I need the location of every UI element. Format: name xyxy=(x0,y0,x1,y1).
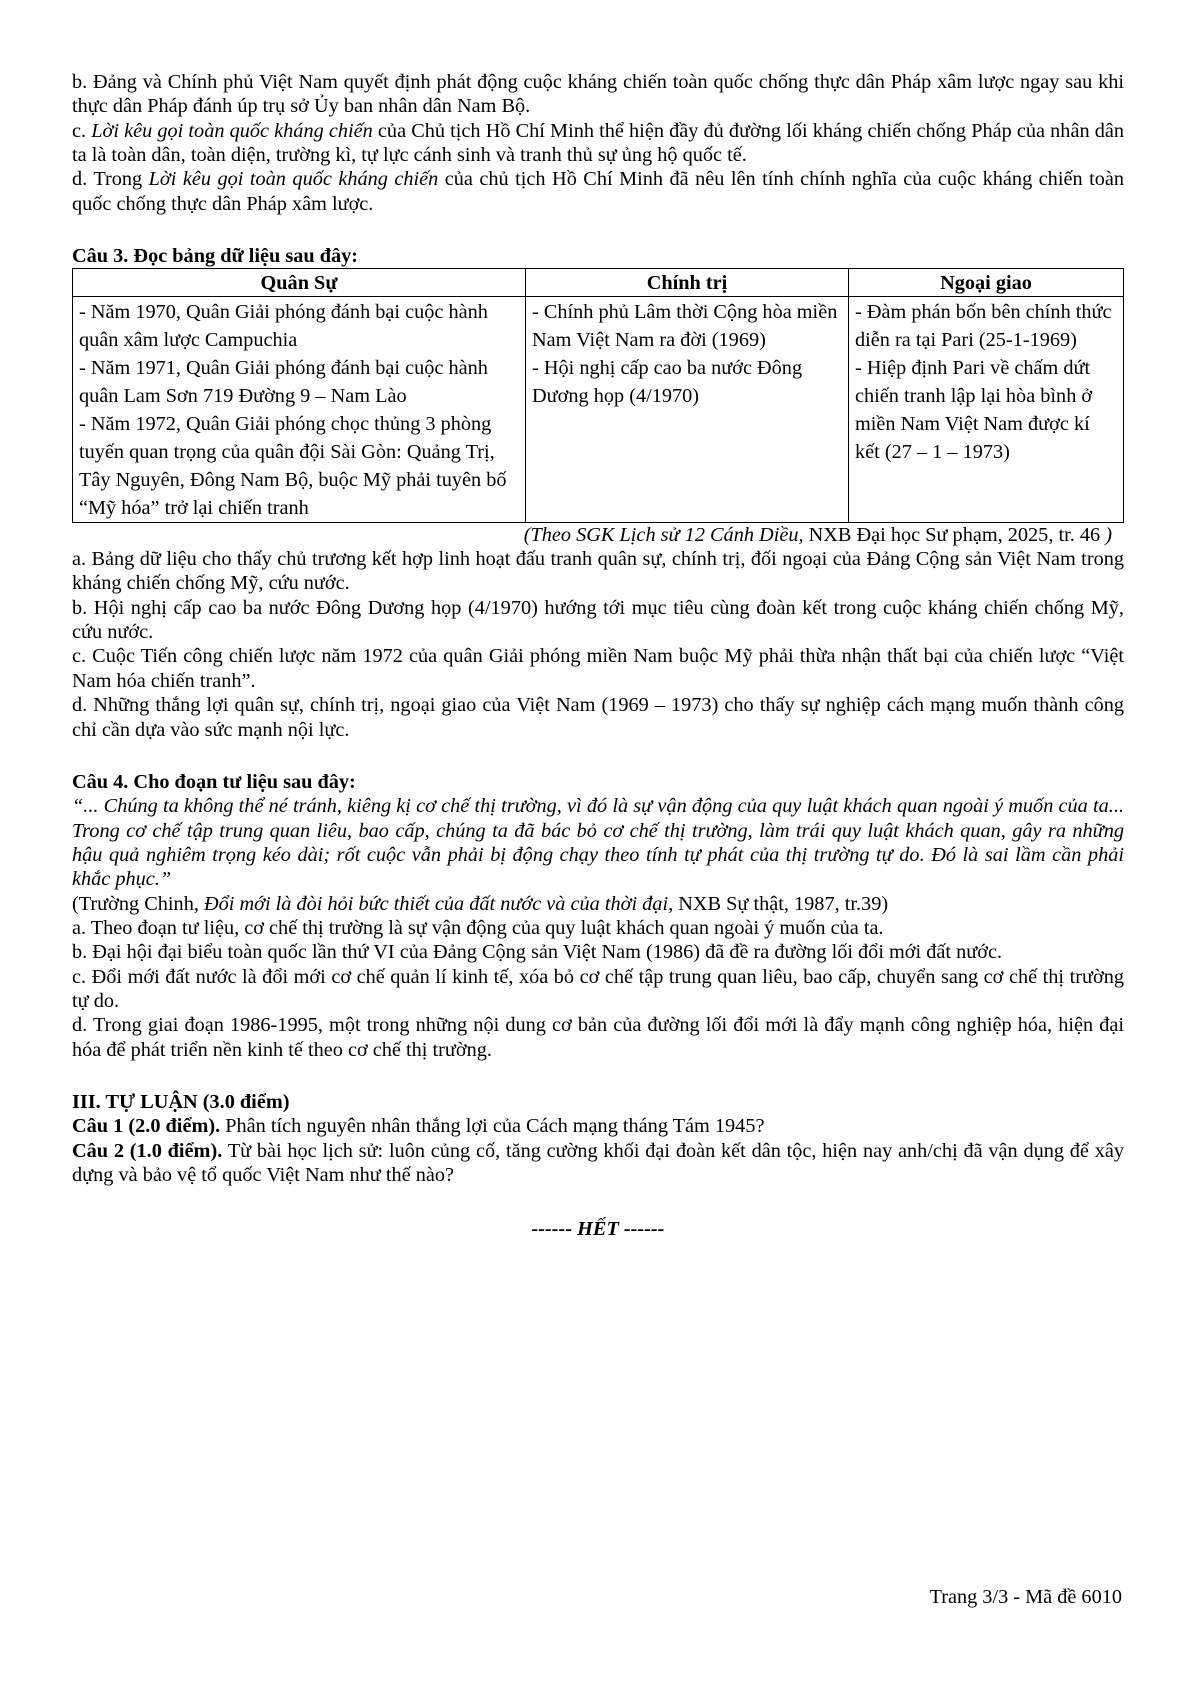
q2-option-b: b. Đảng và Chính phủ Việt Nam quyết định phát động cuộc kháng chiến toàn quốc chống thực dân Pháp xâm lược ngay sau khi thực dân Pháp đánh úp trụ sở Ủy ban nhân dân Nam Bộ. xyxy=(72,71,1124,118)
q3-option-b: b. Hội nghị cấp cao ba nước Đông Dương họp (4/1970) hướng tới mục tiêu cùng đoàn kết trong cuộc kháng chiến chống Mỹ, cứu nước. xyxy=(72,596,1124,644)
q2-d-text: của chủ tịch Hồ Chí Minh đã nêu lên tính chính nghĩa của cuộc kháng chiến toàn quốc chống thực dân Pháp xâm lược. xyxy=(72,168,1124,215)
citation-author: (Trường Chinh, xyxy=(72,892,204,915)
essay-q1-text: Phân tích nguyên nhân thắng lợi của Cách mạng tháng Tám 1945? xyxy=(220,1115,765,1138)
q2-c-prefix: c. xyxy=(72,119,92,142)
military-item: - Năm 1970, Quân Giải phóng đánh bại cuộc hành quân xâm lược Campuchia xyxy=(79,300,488,351)
citation-title: Đổi mới là đòi hỏi bức thiết của đất nước và của thời đại xyxy=(203,892,669,915)
citation-publisher: , NXB Sự thật, 1987, tr.39) xyxy=(668,892,889,915)
essay-question-2 xyxy=(72,1139,1124,1188)
diplomacy-item: - Đàm phán bốn bên chính thức diễn ra tại Pari (25-1-1969) xyxy=(855,300,1112,351)
military-item: - Năm 1971, Quân Giải phóng đánh bại cuộc hành quân Lam Sơn 719 Đường 9 – Nam Lào xyxy=(79,356,488,407)
q4-citation xyxy=(72,892,1124,916)
q2-c-title: Lời kêu gọi toàn quốc kháng chiến xyxy=(91,119,373,142)
diplomacy-item: - Hiệp định Pari về chấm dứt chiến tranh lập lại hòa bình ở miền Nam Việt Nam được kí kết (27 – 1 – 1973) xyxy=(855,356,1093,463)
q4-option-b: b. Đại hội đại biểu toàn quốc lần thứ VI của Đảng Cộng sản Việt Nam (1986) đã đề ra đường lối đổi mới đất nước. xyxy=(72,941,1003,964)
table-cell-diplomacy xyxy=(849,296,1124,522)
q4-option-c: c. Đổi mới đất nước là đổi mới cơ chế quản lí kinh tế, xóa bỏ cơ chế tập trung quan liêu, bao cấp, chuyển sang cơ chế thị trường tự do. xyxy=(72,965,1124,1012)
q3-source xyxy=(72,523,1124,547)
essay-q1-label: Câu 1 (2.0 điểm). xyxy=(72,1115,221,1138)
q2-d-prefix: d. Trong xyxy=(72,168,149,191)
q2-option-c xyxy=(72,119,1124,168)
essay-q2-label: Câu 2 (1.0 điểm). xyxy=(72,1139,223,1162)
table-row xyxy=(73,296,1124,522)
source-book: (Theo SGK Lịch sử 12 Cánh Diều, xyxy=(523,523,804,546)
end-marker: ------ HẾT ------ xyxy=(531,1218,665,1241)
table-header-diplomacy: Ngoại giao xyxy=(849,269,1124,296)
q3-heading: Câu 3. Đọc bảng dữ liệu sau đây: xyxy=(72,245,359,268)
q4-option-d: d. Trong giai đoạn 1986-1995, một trong những nội dung cơ bản của đường lối đổi mới là đẩy mạnh công nghiệp hóa, hiện đại hóa để phát triển nền kinh tế theo cơ chế thị trường. xyxy=(72,1014,1124,1061)
table-header-row xyxy=(73,269,1124,296)
essay-question-1 xyxy=(72,1114,1124,1138)
table-cell-politics xyxy=(526,296,849,522)
document-page xyxy=(72,70,1124,1242)
q3-option-c: c. Cuộc Tiến công chiến lược năm 1972 của quân Giải phóng miền Nam buộc Mỹ phải thừa nhận thất bại của chiến lược “Việt Nam hóa chiến tranh”. xyxy=(72,645,1124,692)
essay-q2-text: Từ bài học lịch sử: luôn củng cố, tăng cường khối đại đoàn kết dân tộc, hiện nay anh/chị đã vận dụng để xây dựng và bảo vệ tổ quốc Việt Nam như thế nào? xyxy=(72,1139,1124,1186)
q4-option-a: a. Theo đoạn tư liệu, cơ chế thị trường là sự vận động của quy luật khách quan ngoài ý muốn của ta. xyxy=(72,916,884,939)
table-cell-military xyxy=(73,296,526,522)
q2-c-text: của Chủ tịch Hồ Chí Minh thể hiện đầy đủ đường lối kháng chiến chống Pháp của nhân dân ta là toàn dân, toàn diện, trường kì, tự lực cánh sinh và tranh thủ sự ủng hộ quốc tế. xyxy=(72,119,1125,167)
table-header-politics: Chính trị xyxy=(526,269,849,296)
q2-option-d xyxy=(72,167,1124,216)
q3-option-a: a. Bảng dữ liệu cho thấy chủ trương kết hợp linh hoạt đấu tranh quân sự, chính trị, đối ngoại của Đảng Cộng sản Việt Nam trong kháng chiến chống Mỹ, cứu nước. xyxy=(72,548,1124,595)
q3-option-d: d. Những thắng lợi quân sự, chính trị, ngoại giao của Việt Nam (1969 – 1973) cho thấy sự nghiệp cách mạng muốn thành công chỉ cần dựa vào sức mạnh nội lực. xyxy=(72,694,1124,741)
table-header-military: Quân Sự xyxy=(73,269,526,296)
q4-quote: “... Chúng ta không thể né tránh, kiêng kị cơ chế thị trường, vì đó là sự vận động của quy luật khách quan ngoài ý muốn của ta... Trong cơ chế tập trung quan liêu, bao cấp, chúng ta đã bác bỏ cơ chế thị trường, làm trái quy luật khách quan, gây ra những hậu quả nghiêm trọng kéo dài; rốt cuộc vẫn phải bị động chạy theo tính tự phát của thị trường tự do. Đó là sai lầm cần phải khắc phục.” xyxy=(72,795,1124,891)
part3-heading: III. TỰ LUẬN (3.0 điểm) xyxy=(72,1090,290,1113)
source-publisher: NXB Đại học Sư phạm, 2025, tr. 46 xyxy=(803,523,1106,546)
source-close: ) xyxy=(1105,523,1112,546)
page-footer: Trang 3/3 - Mã đề 6010 xyxy=(929,1586,1122,1608)
q4-heading: Câu 4. Cho đoạn tư liệu sau đây: xyxy=(72,770,356,793)
q2-d-title: Lời kêu gọi toàn quốc kháng chiến xyxy=(148,168,439,191)
military-item: - Năm 1972, Quân Giải phóng chọc thủng 3 phòng tuyến quan trọng của quân đội Sài Gòn: Quảng Trị, Tây Nguyên, Đông Nam Bộ, buộc Mỹ phải tuyên bố “Mỹ hóa” trở lại chiến tranh xyxy=(79,412,507,519)
politics-item: - Chính phủ Lâm thời Cộng hòa miền Nam Việt Nam ra đời (1969) xyxy=(532,300,838,351)
q3-data-table xyxy=(72,268,1124,522)
politics-item: - Hội nghị cấp cao ba nước Đông Dương họp (4/1970) xyxy=(532,356,803,407)
